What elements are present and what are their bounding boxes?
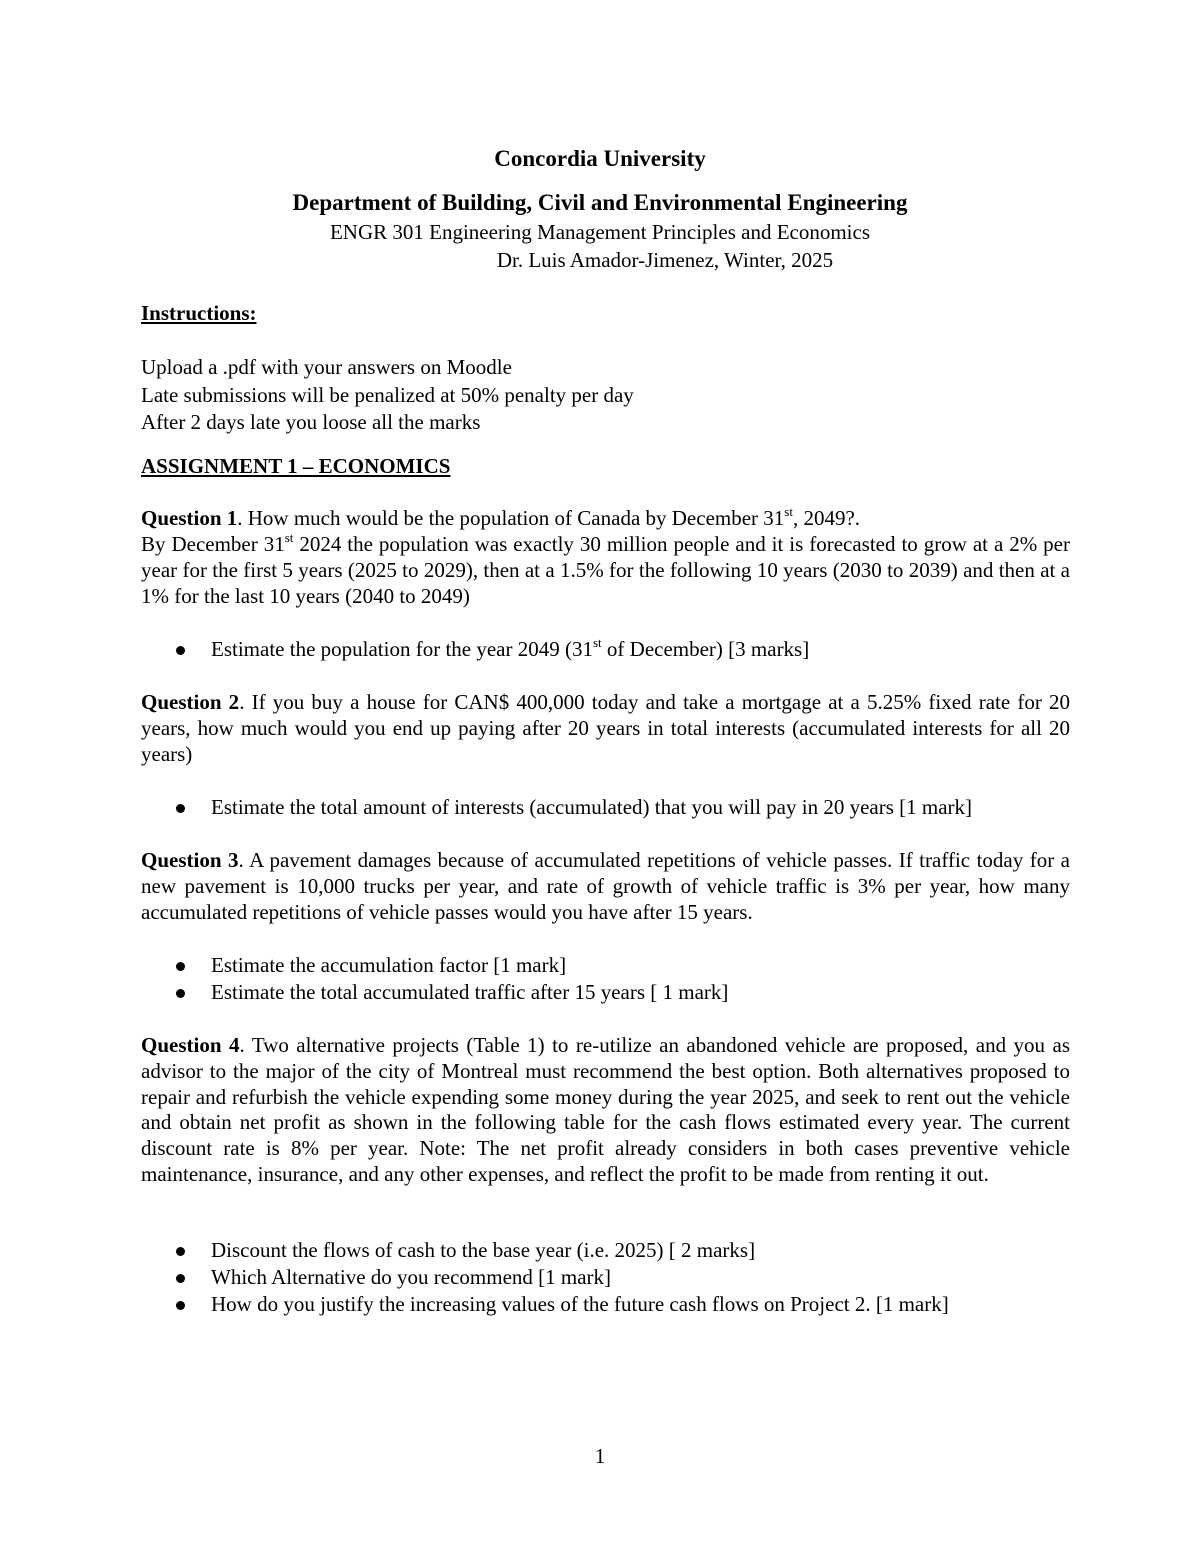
bullet-icon [176,1301,185,1310]
question-3-body: Question 3. A pavement damages because of accumulated repetitions of vehicle passes. If traffic today for a new pavement is 10,000 trucks per year, and rate of growth of vehicle traffic is 3% per year, how many accumulated repetitions of vehicle passes would you have after 15 years. [141,848,1070,924]
question-1-label: Question 1 [141,506,238,530]
instruction-line: After 2 days late you loose all the marks [141,410,481,434]
bullet-icon [176,1274,185,1283]
bullet-icon [176,646,185,655]
question-3-label: Question 3 [141,848,239,872]
question-1-prompt: Question 1. How much would be the population of Canada by December 31st, 2049?. [141,504,861,530]
course-title: ENGR 301 Engineering Management Principles and Economics [329,220,871,244]
document-page: Concordia University Department of Building, Civil and Environmental Engineering ENGR 301 Engineering Management Principles and Economics Dr. Luis Amador-Jimenez, Winter, 2025 Instructions: Upload a .pdf with your answers on Moodle Late submissions will be penalized at 50% penalty per day After 2 days late you loose all the marks ASSIGNMENT 1 – ECONOMICS Question 1. How much would be the population of Canada by December 31st, 2049?. By December 31st 2024 the population was exactly 30 million people and it is forecasted to grow at a 2% per year for the first 5 years (2025 to 2029), then at a 1.5% for the following 10 years (2030 to 2039) and then at a 1% for the last 10 years (2040 to 2049) Estimate the population for the year 2049 (31st of December) [3 marks] Question 2. If you buy a house for CAN$ 400,000 today and take a mortgage at a 5.25% fixed rate for 20 years, how much would you end up paying after 20 years in total interests (accumulated interests for all 20 years) Estimate the total amount of interests (accumulated) that you will pay in 20 years [1 mark] Question 3. A pavement damages because of accumulated repetitions of vehicle passes. If traffic today for a new pavement is 10,000 trucks per year, and rate of growth of vehicle traffic is 3% per year, how many accumulated repetitions of vehicle passes would you have after 15 years. Estimate the accumulation factor [1 mark] Estimate the total accumulated traffic after 15 years [ 1 mark] Question 4. Two alternative projects (Table 1) to re-utilize an abandoned vehicle are proposed, and you as advisor to the major of the city of Montreal must recommend the best option. Both alternatives proposed to repair and refurbish the vehicle expending some money during the year 2025, and seek to rent out the vehicle and obtain net profit as shown in the following table for the cash flows estimated every year. The current discount rate is 8% per year. Note: The net profit already considers in both cases preventive vehicle maintenance, insurance, and any other expenses, and reflect the profit to be made from renting it out. Discount the flows of cash to the base year (i.e. 2025) [ 2 marks] Which Alternative do you recommend [1 mark] How do you justify the increasing values of the future cash flows on Project 2. [1 mark] 1 [0,0,1200,1554]
university-title: Concordia University [494,146,706,171]
instruction-line: Upload a .pdf with your answers on Moodle [141,355,512,379]
question-1-body: By December 31st 2024 the population was exactly 30 million people and it is forecasted to grow at a 2% per year for the first 5 years (2025 to 2029), then at a 1.5% for the following 10 years (2030 to 2039) and then at a 1% for the last 10 years (2040 to 2049) [141,530,1070,608]
question-4-body: Question 4. Two alternative projects (Table 1) to re-utilize an abandoned vehicle are proposed, and you as advisor to the major of the city of Montreal must recommend the best option. Both alternatives proposed to repair and refurbish the vehicle expending some money during the year 2025, and seek to rent out the vehicle and obtain net profit as shown in the following table for the cash flows estimated every year. The current discount rate is 8% per year. Note: The net profit already considers in both cases preventive vehicle maintenance, insurance, and any other expenses, and reflect the profit to be made from renting it out. [141,1033,1070,1186]
instruction-line: Late submissions will be penalized at 50% penalty per day [141,383,634,407]
bullet-icon [176,989,185,998]
question-2-label: Question 2 [141,690,240,714]
bullet-icon [176,804,185,813]
bullet-icon [176,962,185,971]
instructor-line: Dr. Luis Amador-Jimenez, Winter, 2025 [496,248,834,272]
question-2-body: Question 2. If you buy a house for CAN$ 400,000 today and take a mortgage at a 5.25% fixed rate for 20 years, how much would you end up paying after 20 years in total interests (accumulated interests for all 20 years) [141,690,1071,766]
department-title: Department of Building, Civil and Environmental Engineering [292,190,908,215]
assignment-title: ASSIGNMENT 1 – ECONOMICS [141,454,451,478]
page-number: 1 [594,1444,606,1468]
instructions-heading: Instructions: [141,301,257,325]
question-4-label: Question 4 [141,1033,240,1057]
bullet-icon [176,1247,185,1256]
